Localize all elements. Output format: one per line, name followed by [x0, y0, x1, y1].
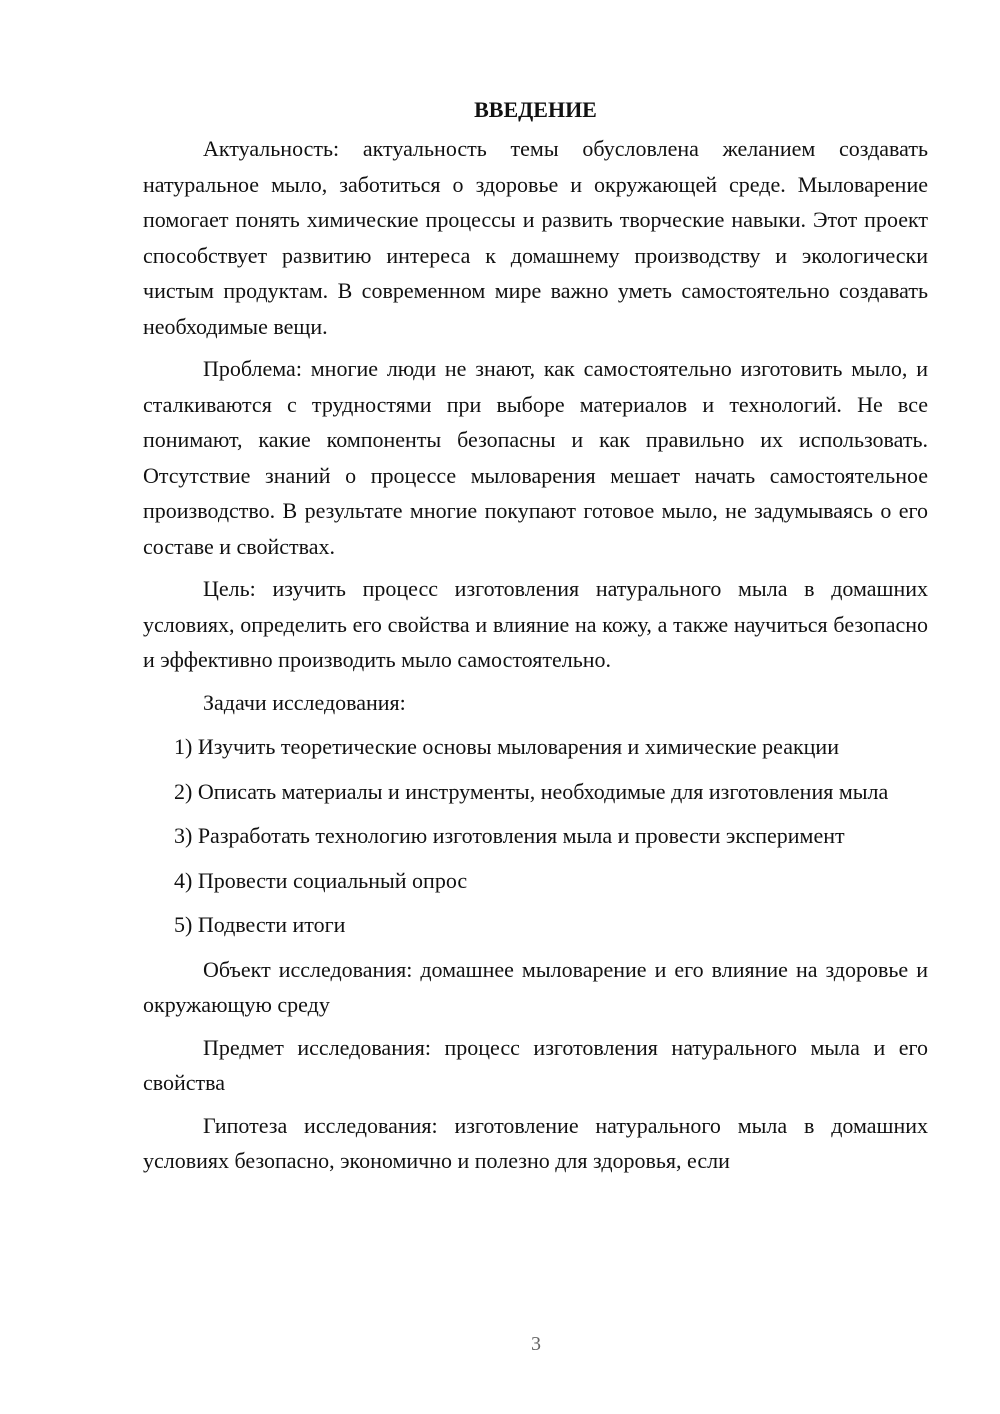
task-item-5: 5) Подвести итоги: [174, 912, 346, 937]
goal-paragraph: Цель: изучить процесс изготовления натурального мыла в домашних условиях, определить его свойства и влияние на кожу, а также научиться безопасно и эффективно производить мыло самостоятельно.: [143, 576, 928, 672]
section-title: ВВЕДЕНИЕ: [474, 97, 597, 122]
task-item-2: 2) Описать материалы и инструменты, необходимые для изготовления мыла: [174, 778, 889, 804]
task-item-1: 1) Изучить теоретические основы мыловарения и химические реакции: [174, 734, 839, 759]
hypothesis-paragraph: Гипотеза исследования: изготовление натурального мыла в домашних условиях безопасно, экономично и полезно для здоровья, если: [143, 1112, 928, 1173]
subject-paragraph: Предмет исследования: процесс изготовления натурального мыла и его свойства: [143, 1034, 928, 1095]
object-paragraph: Объект исследования: домашнее мыловарение и его влияние на здоровье и окружающую среду: [143, 956, 928, 1017]
task-item-3: 3) Разработать технологию изготовления мыла и провести эксперимент: [174, 823, 845, 848]
relevance-paragraph: Актуальность: актуальность темы обусловлена желанием создавать натуральное мыло, заботиться о здоровье и окружающей среде. Мыловарение помогает понять химические процессы и развить творческие навыки. Этот проект способствует развитию интереса к домашнему производству и экологически чистым продуктам. В современном мире важно уметь самостоятельно создавать необходимые вещи.: [143, 136, 928, 339]
document-page: [143, 92, 928, 1186]
page-number: 3: [531, 1333, 541, 1355]
task-item-4: 4) Провести социальный опрос: [174, 867, 468, 893]
tasks-heading: Задачи исследования:: [203, 689, 406, 715]
problem-paragraph: Проблема: многие люди не знают, как самостоятельно изготовить мыло, и сталкиваются с трудностями при выборе материалов и технологий. Не все понимают, какие компоненты безопасны и как правильно их использовать. Отсутствие знаний о процессе мыловарения мешает начать самостоятельное производство. В результате многие покупают готовое мыло, не задумываясь о его составе и свойствах.: [143, 356, 928, 559]
